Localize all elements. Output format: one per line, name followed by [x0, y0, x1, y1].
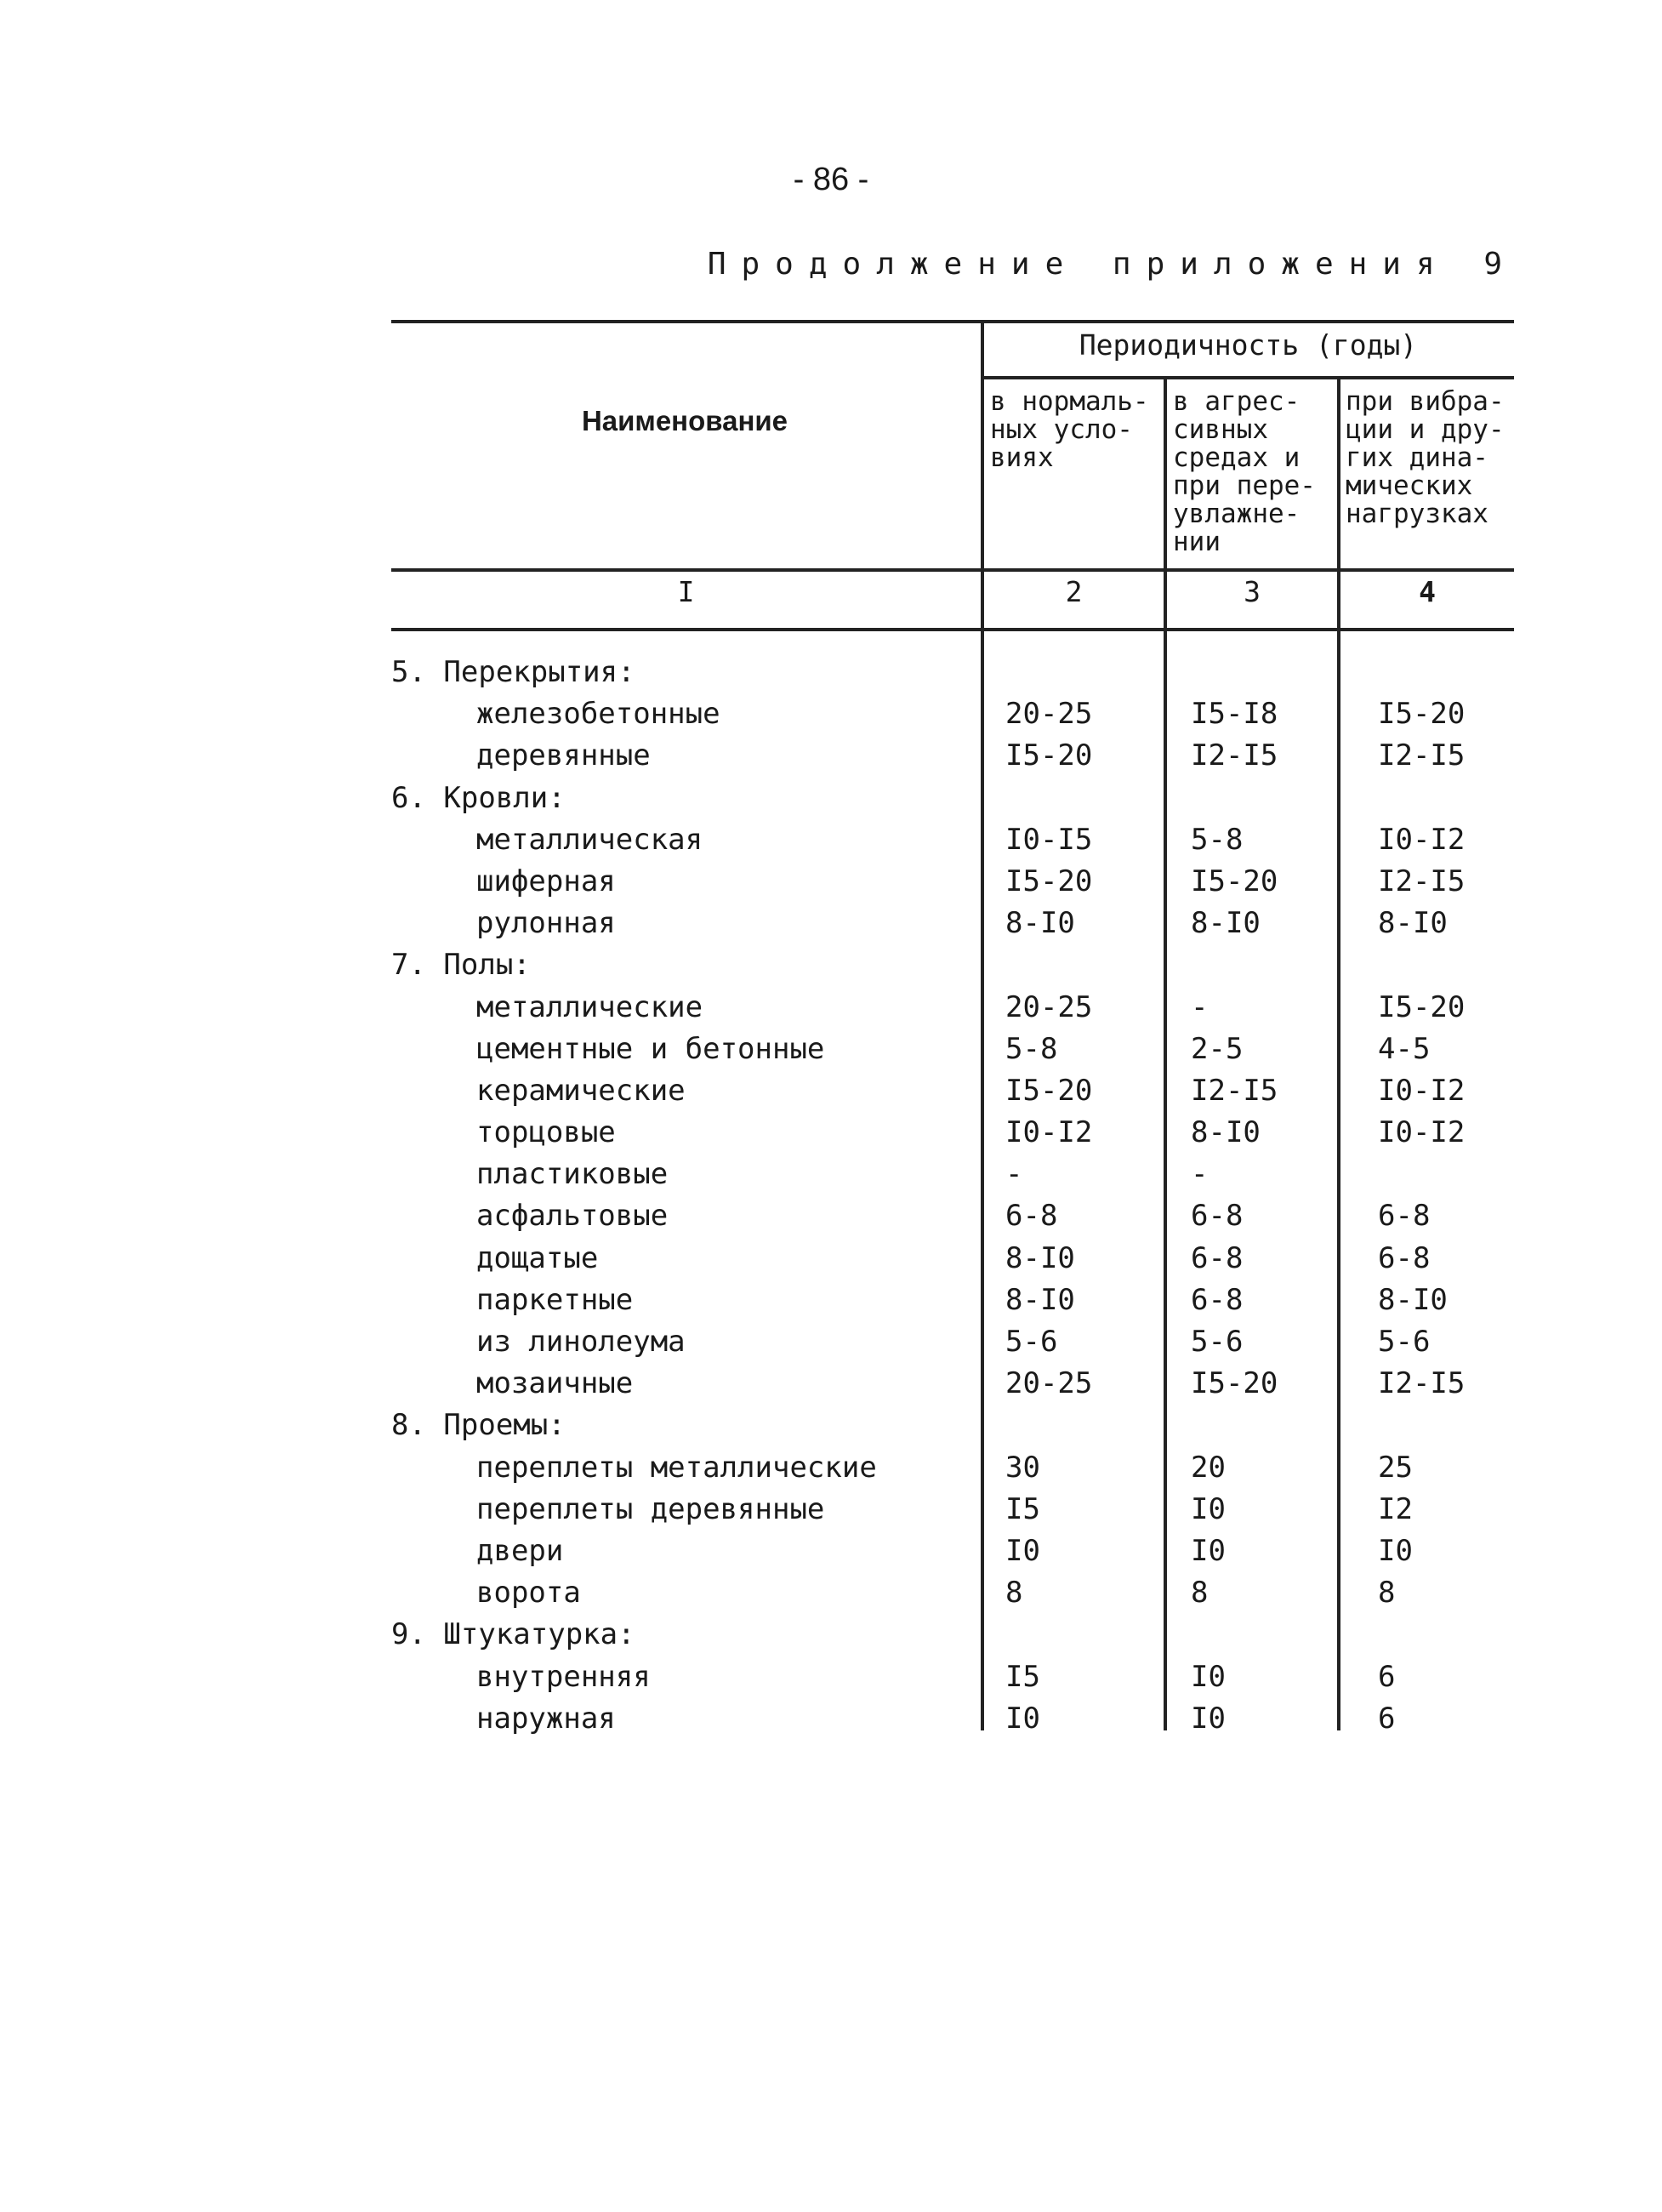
- row-name: переплеты металлические: [476, 1450, 877, 1485]
- table-row: [391, 1280, 1514, 1321]
- col-number-rule: [391, 628, 1514, 631]
- cell-col-4: 6: [1378, 1701, 1396, 1736]
- table-row: [391, 1363, 1514, 1405]
- header-periodicity: Периодичность (годы): [1079, 328, 1418, 362]
- row-name: металлическая: [476, 822, 703, 857]
- row-name: переплеты деревянные: [476, 1491, 825, 1526]
- cell-col-3: 8-I0: [1191, 1115, 1261, 1150]
- cell-col-2: I5-20: [1005, 1073, 1093, 1108]
- row-name: ворота: [476, 1576, 581, 1611]
- table-row: [391, 735, 1514, 777]
- cell-col-2: 20-25: [1005, 989, 1093, 1024]
- table-row: [391, 1195, 1514, 1237]
- row-name: 9. Штукатурка:: [391, 1617, 635, 1652]
- table-row: [391, 1029, 1514, 1070]
- row-name: железобетонные: [476, 697, 720, 732]
- cell-col-3: I5-20: [1191, 1366, 1278, 1401]
- row-name: шиферная: [476, 864, 616, 898]
- cell-col-2: 5-8: [1005, 1031, 1058, 1066]
- cell-col-2: I5: [1005, 1491, 1040, 1526]
- cell-col-3: I2-I5: [1191, 1073, 1278, 1108]
- table-row: [391, 903, 1514, 944]
- cell-col-2: -: [1005, 1157, 1023, 1192]
- table-row: [391, 1321, 1514, 1363]
- col-number-4: 4: [1419, 575, 1436, 608]
- cell-col-4: 8-I0: [1378, 906, 1448, 941]
- cell-col-3: 6-8: [1191, 1282, 1244, 1317]
- cell-col-2: 8-I0: [1005, 906, 1075, 941]
- cell-col-2: I0-I5: [1005, 822, 1093, 857]
- section-row: [391, 1614, 1514, 1656]
- header-bottom-rule: [391, 568, 1514, 572]
- table-row: [391, 1112, 1514, 1154]
- cell-col-2: I5-20: [1005, 864, 1093, 898]
- header-normal-conditions: в нормаль- ных усло- виях: [990, 386, 1149, 473]
- cell-col-3: -: [1191, 989, 1209, 1024]
- cell-col-2: 30: [1005, 1450, 1040, 1485]
- cell-col-2: I0: [1005, 1701, 1040, 1736]
- cell-col-2: 20-25: [1005, 697, 1093, 732]
- cell-col-3: 8: [1191, 1576, 1209, 1611]
- table-top-rule: [391, 320, 1514, 323]
- section-row: [391, 1405, 1514, 1446]
- section-row: [391, 944, 1514, 986]
- cell-col-4: I0-I2: [1378, 1115, 1466, 1150]
- cell-col-4: 8: [1378, 1576, 1396, 1611]
- cell-col-3: I0: [1191, 1491, 1226, 1526]
- cell-col-4: I2: [1378, 1491, 1413, 1526]
- table-row: [391, 1238, 1514, 1280]
- cell-col-2: 8-I0: [1005, 1240, 1075, 1275]
- header-aggressive-media: в агрес- сивных средах и при пере- увлажне- нии: [1173, 386, 1316, 557]
- col-number-3: 3: [1244, 575, 1261, 608]
- row-name: пластиковые: [476, 1157, 669, 1192]
- cell-col-3: 5-6: [1191, 1325, 1244, 1359]
- row-name: из линолеума: [476, 1325, 686, 1359]
- row-name: 5. Перекрытия:: [391, 655, 635, 689]
- cell-col-4: I2-I5: [1378, 1366, 1466, 1401]
- header-vibration-loads: при вибра- ции и дру- гих дина- мических нагрузках: [1346, 386, 1505, 529]
- table-row: [391, 1572, 1514, 1614]
- cell-col-4: I2-I5: [1378, 864, 1466, 898]
- cell-col-3: I5-20: [1191, 864, 1278, 898]
- cell-col-2: 20-25: [1005, 1366, 1093, 1401]
- table-row: [391, 1698, 1514, 1740]
- cell-col-4: I0-I2: [1378, 1073, 1466, 1108]
- cell-col-4: I2-I5: [1378, 738, 1466, 773]
- maintenance-periodicity-table: [391, 320, 1514, 1736]
- row-name: паркетные: [476, 1282, 634, 1317]
- cell-col-3: I2-I5: [1191, 738, 1278, 773]
- cell-col-4: 4-5: [1378, 1031, 1431, 1066]
- table-row: [391, 693, 1514, 735]
- cell-col-3: 8-I0: [1191, 906, 1261, 941]
- table-body: [391, 652, 1514, 1740]
- row-name: внутренняя: [476, 1659, 651, 1694]
- cell-col-4: 6-8: [1378, 1240, 1431, 1275]
- table-row: [391, 861, 1514, 903]
- table-row: [391, 987, 1514, 1029]
- table-row: [391, 819, 1514, 861]
- cell-col-3: 20: [1191, 1450, 1226, 1485]
- cell-col-4: I5-20: [1378, 989, 1466, 1024]
- cell-col-3: -: [1191, 1157, 1209, 1192]
- row-name: 8. Проемы:: [391, 1408, 566, 1443]
- row-name: металлические: [476, 989, 703, 1024]
- table-row: [391, 1656, 1514, 1698]
- table-row: [391, 1447, 1514, 1489]
- row-name: цементные и бетонные: [476, 1031, 825, 1066]
- cell-col-4: 6: [1378, 1659, 1396, 1694]
- row-name: рулонная: [476, 906, 616, 941]
- row-name: деревянные: [476, 738, 651, 773]
- table-row: [391, 1154, 1514, 1195]
- cell-col-2: 8-I0: [1005, 1282, 1075, 1317]
- row-name: мозаичные: [476, 1366, 634, 1401]
- row-name: двери: [476, 1533, 564, 1568]
- cell-col-4: I0: [1378, 1533, 1413, 1568]
- row-name: 6. Кровли:: [391, 780, 566, 815]
- cell-col-2: 8: [1005, 1576, 1023, 1611]
- cell-col-3: 2-5: [1191, 1031, 1244, 1066]
- cell-col-3: 6-8: [1191, 1240, 1244, 1275]
- cell-col-4: 6-8: [1378, 1199, 1431, 1234]
- cell-col-2: I0: [1005, 1533, 1040, 1568]
- col-number-1: I: [677, 575, 695, 608]
- table-row: [391, 1531, 1514, 1572]
- cell-col-4: I0-I2: [1378, 822, 1466, 857]
- row-name: керамические: [476, 1073, 686, 1108]
- cell-col-3: 5-8: [1191, 822, 1244, 857]
- col-number-2: 2: [1065, 575, 1083, 608]
- cell-col-2: I0-I2: [1005, 1115, 1093, 1150]
- cell-col-3: I5-I8: [1191, 697, 1278, 732]
- page-number: - 86 -: [793, 162, 869, 197]
- group-header-rule: [982, 376, 1514, 379]
- cell-col-2: I5-20: [1005, 738, 1093, 773]
- cell-col-4: I5-20: [1378, 697, 1466, 732]
- row-name: 7. Полы:: [391, 948, 531, 983]
- cell-col-3: I0: [1191, 1659, 1226, 1694]
- table-row: [391, 1070, 1514, 1112]
- row-name: асфальтовые: [476, 1199, 669, 1234]
- table-row: [391, 1489, 1514, 1531]
- cell-col-2: I5: [1005, 1659, 1040, 1694]
- cell-col-4: 25: [1378, 1450, 1413, 1485]
- row-name: наружная: [476, 1701, 616, 1736]
- section-row: [391, 652, 1514, 693]
- cell-col-3: I0: [1191, 1533, 1226, 1568]
- cell-col-2: 5-6: [1005, 1325, 1058, 1359]
- cell-col-4: 5-6: [1378, 1325, 1431, 1359]
- continuation-title: Продолжение приложения 9: [707, 247, 1517, 282]
- cell-col-3: 6-8: [1191, 1199, 1244, 1234]
- cell-col-2: 6-8: [1005, 1199, 1058, 1234]
- cell-col-4: 8-I0: [1378, 1282, 1448, 1317]
- header-name: Наименование: [581, 405, 788, 436]
- row-name: дощатые: [476, 1240, 599, 1275]
- section-row: [391, 778, 1514, 819]
- cell-col-3: I0: [1191, 1701, 1226, 1736]
- row-name: торцовые: [476, 1115, 616, 1150]
